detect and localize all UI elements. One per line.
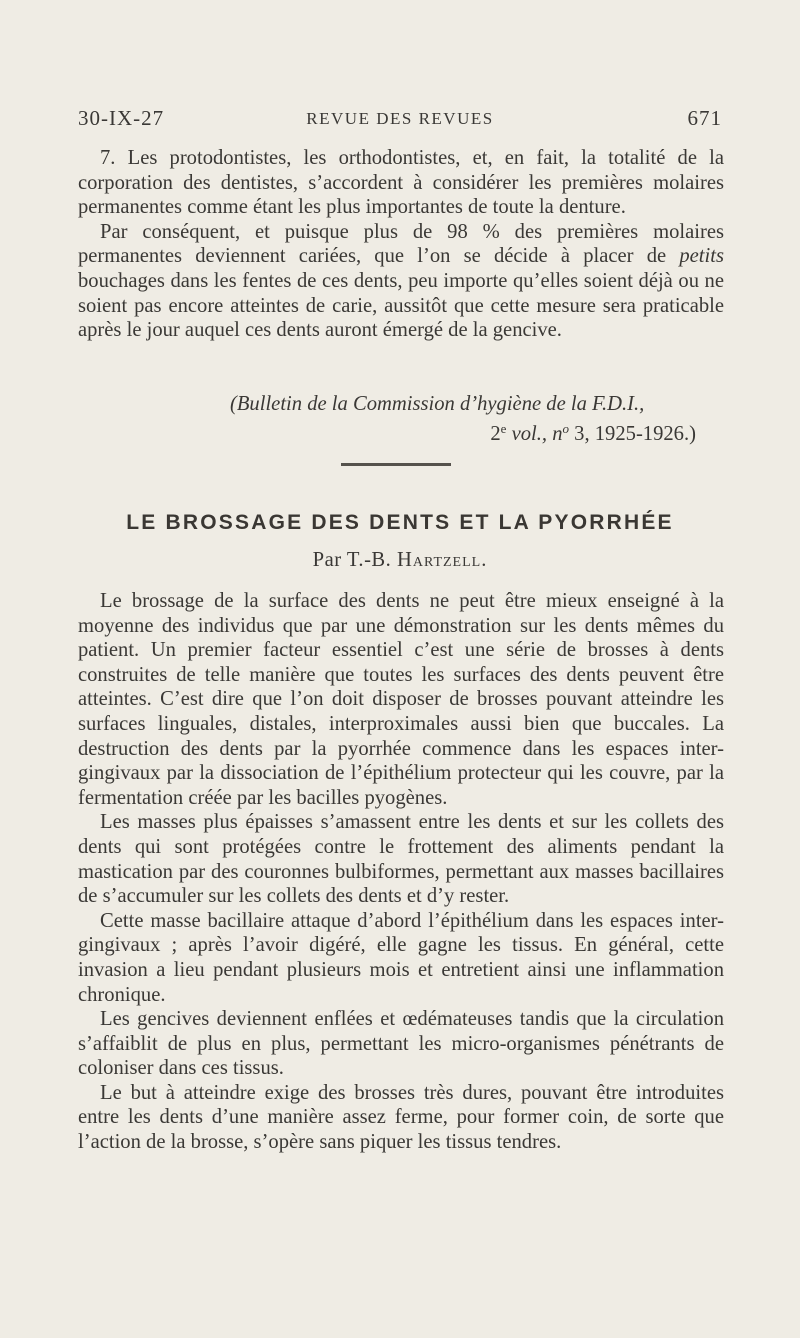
paragraph bbox=[78, 220, 724, 343]
paragraph-text: Par conséquent, et puisque plus de 98 % des premières molaires permanentes deviennent cariées, que l’on se décide à placer de bbox=[78, 220, 724, 268]
emphasis-text: petits bbox=[679, 245, 724, 268]
paragraph: Les masses plus épaisses s’amassent entre les dents et sur les collets des dents qui sont protégées contre le frottement des aliments pendant la mastication par des couronnes bulbiformes, permettant aux masses bacillaires de s’accumuler sur les collets des dents et d’y rester. bbox=[78, 811, 724, 908]
page-number: 671 bbox=[687, 106, 722, 130]
section-divider bbox=[341, 463, 451, 466]
paragraph: Le brossage de la surface des dents ne peut être mieux enseigné à la moyenne des individus que par une démonstration sur les dents mêmes du patient. Un premier facteur essentiel c’est une série de brosses à dents construites de telle manière que toutes les surfaces des dents peuvent être atteintes. C’est dire que l’on doit disposer de brosses pouvant atteindre les surfaces linguales, distales, interproximales aussi bien que buccales. La destruction des dents par la pyorrhée commence dans les espaces inter-gingivaux par la dissociation de l’épithélium protecteur qui les couvre, par la fermentation créée par les bacilles pyogènes. bbox=[78, 590, 724, 809]
running-header bbox=[78, 106, 722, 136]
paragraph: Les gencives deviennent enflées et œdémateuses tandis que la circulation s’affaiblit de plus en plus, permettant les micro-organismes pénétrants de coloniser dans ces tissus. bbox=[78, 1008, 724, 1080]
paragraph: 7. Les protodontistes, les orthodontistes, et, en fait, la totalité de la corporation des dentistes, s’accordent à considérer les premières molaires permanentes comme étant les plus importantes de toute la denture. bbox=[78, 147, 724, 219]
byline bbox=[0, 549, 800, 572]
citation-source: (Bulletin de la Commission d’hygiène de la F.D.I., bbox=[230, 393, 645, 415]
citation-volume: 2e vol., $n^o$ 3, 1925-1926.) bbox=[490, 420, 696, 445]
header-journal-title: REVUE DES REVUES bbox=[306, 109, 494, 128]
article-body bbox=[78, 589, 724, 1155]
article-title: LE BROSSAGE DES DENTS ET LA PYORRHÉE bbox=[126, 511, 674, 534]
paragraph-text: bouchages dans les fentes de ces dents, peu importe qu’elles soient déjà ou ne soient pas encore atteintes de carie, aussitôt que cette mesure sera praticable après le jour auquel ces dents auront émergé de la gencive. bbox=[78, 269, 724, 342]
paragraph: Le but à atteindre exige des brosses très dures, pouvant être introduites entre les dents d’une manière assez ferme, pour former coin, de sorte que l’action de la brosse, s’opère sans piquer les tissus tendres. bbox=[78, 1081, 724, 1154]
byline-prefix: Par T.-B. bbox=[312, 549, 392, 571]
citation bbox=[78, 392, 724, 446]
previous-article-end bbox=[78, 146, 724, 343]
author-name: Hartzell. bbox=[396, 549, 488, 571]
header-date: 30-IX-27 bbox=[78, 106, 165, 130]
paragraph: Cette masse bacillaire attaque d’abord l’épithélium dans les espaces inter-gingivaux ; après l’avoir digéré, elle gagne les tissus. En général, cette invasion a lieu pendant plusieurs mois et entretient ainsi une inflammation chronique. bbox=[78, 909, 724, 1006]
